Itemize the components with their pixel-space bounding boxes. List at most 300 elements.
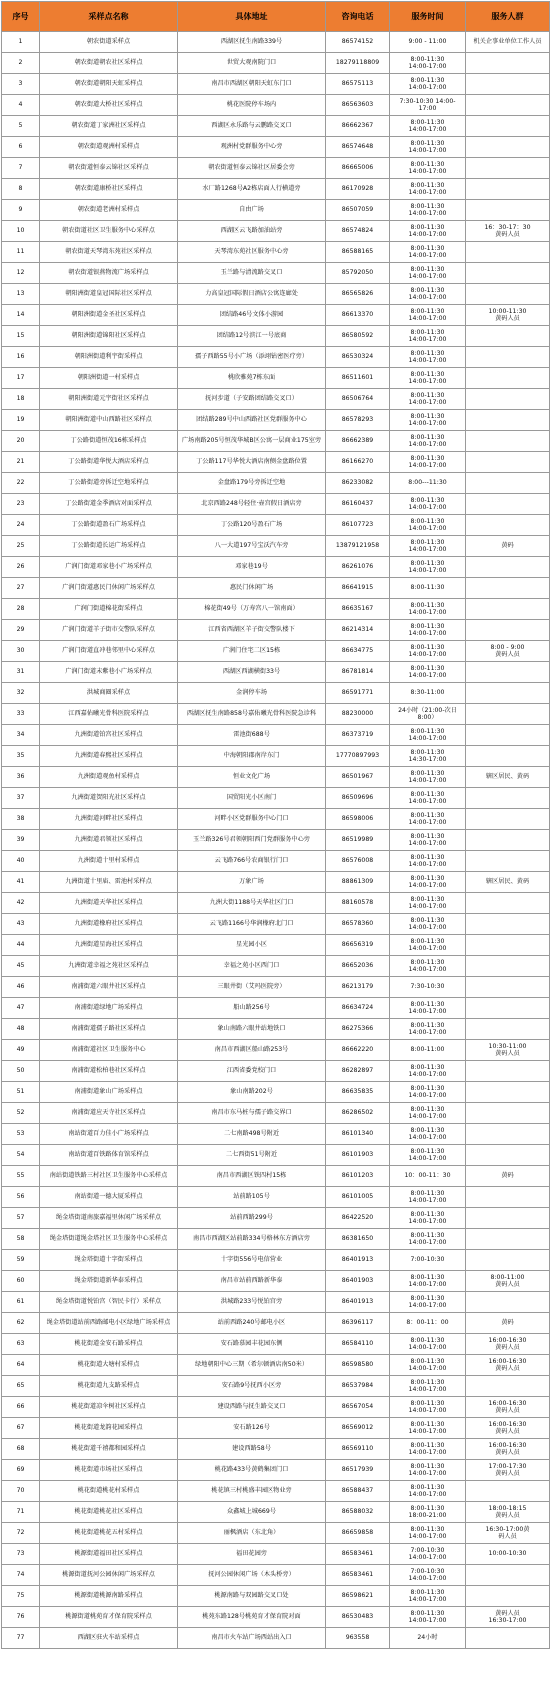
cell-phone: 86213179: [326, 977, 390, 998]
cell-phone: 86662367: [326, 116, 390, 137]
cell-name: 桃源街道桃源南路采样点: [40, 1586, 178, 1607]
cell-name: 南浦街道象山广场采样点: [40, 1082, 178, 1103]
cell-phone: 86282897: [326, 1061, 390, 1082]
cell-address: 江西省西湖区羊子街交警队楼下: [178, 620, 326, 641]
cell-time: 8:00-11:30 14:00-17:00: [390, 431, 466, 452]
cell-phone: 86233082: [326, 473, 390, 494]
cell-time: 8:00-11:30 14:30-17:00: [390, 746, 466, 767]
cell-time: 8:00-11:30 14:00-17:00: [390, 1019, 466, 1040]
cell-index: 17: [2, 368, 40, 389]
cell-index: 5: [2, 116, 40, 137]
cell-address: 孺子西路55号小广场（添翊钻密医疗旁）: [178, 347, 326, 368]
table-row: [2, 347, 550, 368]
cell-name: 九洲街道君领社区采样点: [40, 830, 178, 851]
cell-address: 广场南路205号恒茂华城B区公寓一层商业175室旁: [178, 431, 326, 452]
table-row: [2, 1166, 550, 1187]
cell-time: 8:00-11:30 14:00-17:00: [390, 242, 466, 263]
cell-name: 广润门街道羊子街市交警队采样点: [40, 620, 178, 641]
cell-phone: 86530324: [326, 347, 390, 368]
cell-name: 南站街道铁路三村社区卫生服务中心采样点: [40, 1166, 178, 1187]
cell-time: 8:00-11:30 14:00-17:00: [390, 956, 466, 977]
cell-address: 建设西路58号: [178, 1439, 326, 1460]
cell-index: 41: [2, 872, 40, 893]
cell-population: [466, 368, 550, 389]
table-header-row: [2, 2, 550, 32]
cell-index: 9: [2, 200, 40, 221]
cell-address: 力高皇冠国际假日酒店公寓连廊处: [178, 284, 326, 305]
cell-index: 74: [2, 1565, 40, 1586]
cell-address: 抚河公园休闲广场（木头桥旁）: [178, 1565, 326, 1586]
cell-phone: 86373719: [326, 725, 390, 746]
cell-name: 九洲街道幸福之苑社区采样点: [40, 956, 178, 977]
table-row: [2, 683, 550, 704]
cell-population: [466, 956, 550, 977]
cell-address: 玉兰路326号君领朝阳西门党群服务中心旁: [178, 830, 326, 851]
cell-population: 10:30-11:00 黄码人员: [466, 1040, 550, 1061]
cell-time: 8:00-11:30 14:00-17:00: [390, 872, 466, 893]
cell-name: 南浦街道社区卫生服务中心: [40, 1040, 178, 1061]
cell-index: 58: [2, 1229, 40, 1250]
cell-address: 南昌市站前西路新华泰: [178, 1271, 326, 1292]
cell-address: 雷池街688号: [178, 725, 326, 746]
cell-index: 65: [2, 1376, 40, 1397]
cell-index: 10: [2, 221, 40, 242]
table-row: [2, 1313, 550, 1334]
table-row: [2, 1607, 550, 1628]
cell-population: 16:00-16:30 黄码人员: [466, 1397, 550, 1418]
cell-population: [466, 1019, 550, 1040]
cell-time: 8:00-11:30 14:00-17:00: [390, 1586, 466, 1607]
cell-index: 27: [2, 578, 40, 599]
cell-name: 九洲街道星海社区采样点: [40, 935, 178, 956]
cell-address: 丽枫酒店（东北角）: [178, 1523, 326, 1544]
cell-address: 惠民门休闲广场: [178, 578, 326, 599]
cell-phone: 86634724: [326, 998, 390, 1019]
cell-time: 8:00-11:30 14:00-17:00: [390, 662, 466, 683]
header-population: 服务人群: [466, 2, 550, 32]
cell-address: 象山南路202号: [178, 1082, 326, 1103]
header-phone: 咨询电话: [326, 2, 390, 32]
cell-population: [466, 1061, 550, 1082]
cell-index: 46: [2, 977, 40, 998]
cell-name: 朝阳洲街道锦阳社区采样点: [40, 326, 178, 347]
cell-time: 8:00-11:30 14:00-17:00: [390, 53, 466, 74]
cell-phone: 86583461: [326, 1544, 390, 1565]
cell-phone: 86517939: [326, 1460, 390, 1481]
cell-phone: 86641915: [326, 578, 390, 599]
cell-time: 8:00-11:30 18:00-21:00: [390, 1502, 466, 1523]
cell-population: 16:30-17:00黄 码人员: [466, 1523, 550, 1544]
cell-phone: 86261076: [326, 557, 390, 578]
cell-population: 18:00-18:15 黄码人员: [466, 1502, 550, 1523]
cell-phone: 86101903: [326, 1145, 390, 1166]
cell-index: 54: [2, 1145, 40, 1166]
cell-index: 33: [2, 704, 40, 725]
cell-index: 3: [2, 74, 40, 95]
table-row: [2, 956, 550, 977]
cell-address: 国贸阳光小区南门: [178, 788, 326, 809]
cell-population: [466, 410, 550, 431]
cell-name: 朝阳洲街道金圣社区采样点: [40, 305, 178, 326]
cell-phone: 86501967: [326, 767, 390, 788]
cell-address: 丁公路117号华悦大酒店南侧金盘路位置: [178, 452, 326, 473]
cell-address: 江西省委党校门口: [178, 1061, 326, 1082]
table-row: [2, 410, 550, 431]
cell-phone: 86286502: [326, 1103, 390, 1124]
cell-name: 朝农街道大桥社区采样点: [40, 95, 178, 116]
cell-phone: 86396117: [326, 1313, 390, 1334]
cell-address: 金盘路179号旁拆迁空地: [178, 473, 326, 494]
cell-index: 6: [2, 137, 40, 158]
cell-time: 8:00-11:30 14:00-17:00: [390, 1334, 466, 1355]
cell-address: 安石路慕园丰花园东侧: [178, 1334, 326, 1355]
cell-name: 南浦街道绿地广场采样点: [40, 998, 178, 1019]
table-row: [2, 620, 550, 641]
cell-phone: 86567054: [326, 1397, 390, 1418]
cell-time: 8:00-11:30 14:00-17:00: [390, 536, 466, 557]
cell-phone: 86781814: [326, 662, 390, 683]
cell-population: [466, 494, 550, 515]
cell-address: 朝农街道恒泰云锦社区居委会旁: [178, 158, 326, 179]
cell-population: [466, 53, 550, 74]
cell-address: 云飞路1166号华润橡府北门口: [178, 914, 326, 935]
cell-address: 抚河步道（子安路团结路交叉口）: [178, 389, 326, 410]
cell-address: 八一大道197号宝沃汽车旁: [178, 536, 326, 557]
cell-population: [466, 95, 550, 116]
cell-address: 丁公路120号盈石广场: [178, 515, 326, 536]
cell-time: 8:00-11:30 14:00-17:00: [390, 410, 466, 431]
cell-population: 8:00-11:00 黄码人员: [466, 1271, 550, 1292]
cell-time: 7:30-10:30: [390, 977, 466, 998]
cell-name: 丁公路街道金季酒店对面采样点: [40, 494, 178, 515]
cell-address: 自由广场: [178, 200, 326, 221]
cell-phone: 18279118809: [326, 53, 390, 74]
table-row: [2, 830, 550, 851]
cell-index: 18: [2, 389, 40, 410]
cell-address: 南昌市东马桩与孺子路交界口: [178, 1103, 326, 1124]
cell-population: 16:00-16:30 黄码人员: [466, 1355, 550, 1376]
cell-time: 7:00-10:30 14:00-17:00: [390, 1544, 466, 1565]
cell-phone: 86584110: [326, 1334, 390, 1355]
cell-time: 8:00-11:30 14:00-17:00: [390, 137, 466, 158]
cell-time: 8:00-11:30 14:00-17:00: [390, 1103, 466, 1124]
cell-index: 61: [2, 1292, 40, 1313]
cell-time: 8:00-11:30 14:00-17:00: [390, 1229, 466, 1250]
cell-index: 29: [2, 620, 40, 641]
cell-index: 43: [2, 914, 40, 935]
cell-index: 37: [2, 788, 40, 809]
cell-address: 二七南路498号附近: [178, 1124, 326, 1145]
cell-name: 朝农街道恒泰云锦社区采样点: [40, 158, 178, 179]
cell-address: 西湖区抚生南路858号嘉佑曦光骨科医院急诊科: [178, 704, 326, 725]
cell-name: 朝农街道银燕物流广场采样点: [40, 263, 178, 284]
cell-time: 8:00-11:00: [390, 1040, 466, 1061]
cell-population: [466, 809, 550, 830]
cell-time: 8:00-11:30 14:00-17:00: [390, 347, 466, 368]
cell-index: 69: [2, 1460, 40, 1481]
cell-time: 8:00-11:30 14:00-17:00: [390, 263, 466, 284]
cell-time: 8:00-11:30 14:00-17:00: [390, 1208, 466, 1229]
cell-time: 8：00-11：00: [390, 1313, 466, 1334]
cell-name: 广润门街道惠民门休闲广场采样点: [40, 578, 178, 599]
cell-population: 8:00 - 9:00 黄码人员: [466, 641, 550, 662]
cell-time: 8:00-11:30 14:00-17:00: [390, 1460, 466, 1481]
table-row: [2, 977, 550, 998]
cell-population: [466, 158, 550, 179]
cell-name: 朝农街道康桥社区采样点: [40, 179, 178, 200]
cell-phone: 86588165: [326, 242, 390, 263]
cell-time: 8:00-11:30 14:00-17:00: [390, 389, 466, 410]
table-row: [2, 1334, 550, 1355]
cell-index: 72: [2, 1523, 40, 1544]
cell-population: 10:00-10:30: [466, 1544, 550, 1565]
cell-phone: 86574648: [326, 137, 390, 158]
cell-phone: 86511601: [326, 368, 390, 389]
cell-population: [466, 1082, 550, 1103]
cell-phone: 86509696: [326, 788, 390, 809]
cell-index: 59: [2, 1250, 40, 1271]
cell-address: 棉花街49号（万寿宫八一馆南面）: [178, 599, 326, 620]
cell-phone: 86101005: [326, 1187, 390, 1208]
cell-index: 68: [2, 1439, 40, 1460]
cell-index: 31: [2, 662, 40, 683]
cell-time: 24小时: [390, 1628, 466, 1649]
cell-index: 55: [2, 1166, 40, 1187]
table-row: [2, 557, 550, 578]
cell-address: 西湖区永乐路与云鹏路交叉口: [178, 116, 326, 137]
cell-name: 九洲街道贺阳光社区采样点: [40, 788, 178, 809]
header-name: 采样点名称: [40, 2, 178, 32]
cell-address: 九洲大街1188号天华社区门口: [178, 893, 326, 914]
cell-index: 16: [2, 347, 40, 368]
cell-name: 桃花街道龙韵花园采样点: [40, 1418, 178, 1439]
cell-time: 7:00-10:30: [390, 1250, 466, 1271]
cell-index: 66: [2, 1397, 40, 1418]
cell-name: 南浦街道六眼井社区采样点: [40, 977, 178, 998]
cell-address: 广润门住宅二区15栋: [178, 641, 326, 662]
table-row: [2, 389, 550, 410]
cell-name: 九洲街道天华社区采样点: [40, 893, 178, 914]
table-row: [2, 242, 550, 263]
cell-phone: 86563603: [326, 95, 390, 116]
cell-population: [466, 788, 550, 809]
cell-population: [466, 914, 550, 935]
cell-index: 62: [2, 1313, 40, 1334]
cell-time: 8:00-11:30 14:00-17:00: [390, 725, 466, 746]
sampling-points-table: [1, 1, 550, 1649]
table-row: [2, 1103, 550, 1124]
cell-population: [466, 893, 550, 914]
cell-address: 福田花园旁: [178, 1544, 326, 1565]
cell-name: 朝农街道丁家洲社区采样点: [40, 116, 178, 137]
cell-index: 4: [2, 95, 40, 116]
cell-address: 恒业文化广场: [178, 767, 326, 788]
cell-time: 8:00-11:30 14:00-17:00: [390, 368, 466, 389]
cell-time: 8:00-11:30 14:00-17:00: [390, 221, 466, 242]
cell-phone: 86656319: [326, 935, 390, 956]
cell-index: 63: [2, 1334, 40, 1355]
cell-population: [466, 662, 550, 683]
cell-name: 朝阳洲街道一村采样点: [40, 368, 178, 389]
cell-phone: 17770897993: [326, 746, 390, 767]
cell-name: 朝农街道老洲村采样点: [40, 200, 178, 221]
cell-address: 三眼井街（艾玛医院旁）: [178, 977, 326, 998]
cell-name: 九洲街道橡府社区采样点: [40, 914, 178, 935]
cell-index: 67: [2, 1418, 40, 1439]
cell-address: 邓家巷19号: [178, 557, 326, 578]
table-row: [2, 788, 550, 809]
cell-name: 丁公路街道盈石广场采样点: [40, 515, 178, 536]
cell-address: 西湖区抚生南路339号: [178, 32, 326, 53]
cell-population: [466, 137, 550, 158]
cell-phone: 86565826: [326, 284, 390, 305]
cell-name: 桃花街道市场社区采样点: [40, 1460, 178, 1481]
table-row: [2, 1565, 550, 1586]
cell-address: 西湖区云飞路加油站旁: [178, 221, 326, 242]
cell-address: 船山路256号: [178, 998, 326, 1019]
cell-phone: 86101203: [326, 1166, 390, 1187]
cell-index: 45: [2, 956, 40, 977]
table-row: [2, 1355, 550, 1376]
cell-name: 朝农街道采样点: [40, 32, 178, 53]
cell-population: [466, 263, 550, 284]
cell-population: 黄码人员 16:30-17:00: [466, 1607, 550, 1628]
cell-address: 云飞路766号农商银行门口: [178, 851, 326, 872]
cell-name: 九洲街道铂宫社区采样点: [40, 725, 178, 746]
cell-time: 8:00-11:30 14:00-17:00: [390, 200, 466, 221]
cell-population: [466, 1187, 550, 1208]
cell-phone: 86519989: [326, 830, 390, 851]
cell-address: 河畔小区党群服务中心门口: [178, 809, 326, 830]
cell-population: [466, 389, 550, 410]
cell-index: 26: [2, 557, 40, 578]
table-row: [2, 746, 550, 767]
cell-population: [466, 935, 550, 956]
cell-index: 76: [2, 1607, 40, 1628]
cell-time: 8:00-11:30 14:00-17:00: [390, 1523, 466, 1544]
cell-address: 站前西路240号邮电小区: [178, 1313, 326, 1334]
cell-address: 桃花镇三村桃盛丰园区物业旁: [178, 1481, 326, 1502]
cell-population: 16：30-17：30 黄码人员: [466, 221, 550, 242]
cell-phone: 86574824: [326, 221, 390, 242]
cell-population: [466, 116, 550, 137]
cell-index: 24: [2, 515, 40, 536]
cell-time: 8:00-11:30 14:00-17:00: [390, 284, 466, 305]
table-row: [2, 1082, 550, 1103]
table-row: [2, 851, 550, 872]
cell-time: 8:00-11:30 14:00-17:00: [390, 620, 466, 641]
cell-phone: 86613370: [326, 305, 390, 326]
cell-index: 20: [2, 431, 40, 452]
cell-time: 8:00-11:30 14:00-17:00: [390, 452, 466, 473]
cell-index: 7: [2, 158, 40, 179]
cell-population: [466, 725, 550, 746]
table-row: [2, 1124, 550, 1145]
cell-address: 幸福之苑小区西门口: [178, 956, 326, 977]
cell-index: 42: [2, 893, 40, 914]
cell-time: 8:00-11:30 14:00-17:00: [390, 1355, 466, 1376]
cell-index: 71: [2, 1502, 40, 1523]
cell-population: [466, 683, 550, 704]
table-row: [2, 1271, 550, 1292]
cell-phone: 86160437: [326, 494, 390, 515]
cell-index: 13: [2, 284, 40, 305]
cell-address: 洪城路233号悦铂宫旁: [178, 1292, 326, 1313]
table-row: [2, 1481, 550, 1502]
table-row: [2, 368, 550, 389]
cell-time: 8:00-11:30 14:00-17:00: [390, 914, 466, 935]
cell-index: 47: [2, 998, 40, 1019]
cell-phone: 86170928: [326, 179, 390, 200]
cell-address: 南昌市西湖区朝阳天虹东门口: [178, 74, 326, 95]
cell-name: 绳金塔街道南旅嘉福里休闲广场采样点: [40, 1208, 178, 1229]
cell-index: 73: [2, 1544, 40, 1565]
cell-phone: 86598621: [326, 1586, 390, 1607]
header-index: 序号: [2, 2, 40, 32]
cell-population: 17:00-17:30 黄码人员: [466, 1460, 550, 1481]
table-row: [2, 1376, 550, 1397]
cell-time: 8:00-11:30 14:00-17:00: [390, 1292, 466, 1313]
cell-address: 建设西路与抚生路交叉口: [178, 1397, 326, 1418]
cell-address: 绿地朝阳中心三期（希尔顿酒店南50米）: [178, 1355, 326, 1376]
table-row: [2, 536, 550, 557]
cell-address: 中海朝阳郡南岸东门: [178, 746, 326, 767]
cell-phone: 85792050: [326, 263, 390, 284]
cell-index: 28: [2, 599, 40, 620]
table-row: [2, 767, 550, 788]
table-row: [2, 221, 550, 242]
cell-time: 8:00-11:30 14:00-17:00: [390, 851, 466, 872]
table-row: [2, 431, 550, 452]
cell-phone: 86101340: [326, 1124, 390, 1145]
cell-name: 广润门街道直冲巷邻里中心采样点: [40, 641, 178, 662]
cell-time: 8:00-11:30 14:00-17:00: [390, 767, 466, 788]
cell-index: 57: [2, 1208, 40, 1229]
cell-population: 机关企事业单位工作人员: [466, 32, 550, 53]
cell-address: 万象广场: [178, 872, 326, 893]
cell-index: 77: [2, 1628, 40, 1649]
cell-address: 水厂路1268号A2栋店面人行横道旁: [178, 179, 326, 200]
cell-population: [466, 74, 550, 95]
cell-name: 绳金塔街道绳金塔社区卫生服务中心采样点: [40, 1229, 178, 1250]
table-row: [2, 1208, 550, 1229]
table-row: [2, 893, 550, 914]
cell-index: 51: [2, 1082, 40, 1103]
cell-address: 星光园小区: [178, 935, 326, 956]
cell-time: 8:00-11:30 14:00-17:00: [390, 1082, 466, 1103]
cell-phone: 86507059: [326, 200, 390, 221]
table-row: [2, 641, 550, 662]
table-row: [2, 74, 550, 95]
cell-population: [466, 557, 550, 578]
cell-index: 19: [2, 410, 40, 431]
cell-address: 南昌市西湖区铁四村15栋: [178, 1166, 326, 1187]
cell-population: [466, 179, 550, 200]
cell-address: 天琴湾东苑社区服务中心旁: [178, 242, 326, 263]
cell-population: [466, 1124, 550, 1145]
cell-population: [466, 599, 550, 620]
cell-phone: 86166270: [326, 452, 390, 473]
cell-name: 南站街道一德大厦采样点: [40, 1187, 178, 1208]
cell-address: 团结路46号文体小游园: [178, 305, 326, 326]
cell-phone: 86583461: [326, 1565, 390, 1586]
cell-phone: 86401903: [326, 1271, 390, 1292]
cell-time: 8:00-11:30 14:00-17:00: [390, 179, 466, 200]
cell-population: 16:00-16:30 黄码人员: [466, 1418, 550, 1439]
cell-name: 桃源街道桃苑育才保育院采样点: [40, 1607, 178, 1628]
cell-index: 11: [2, 242, 40, 263]
table-row: [2, 599, 550, 620]
